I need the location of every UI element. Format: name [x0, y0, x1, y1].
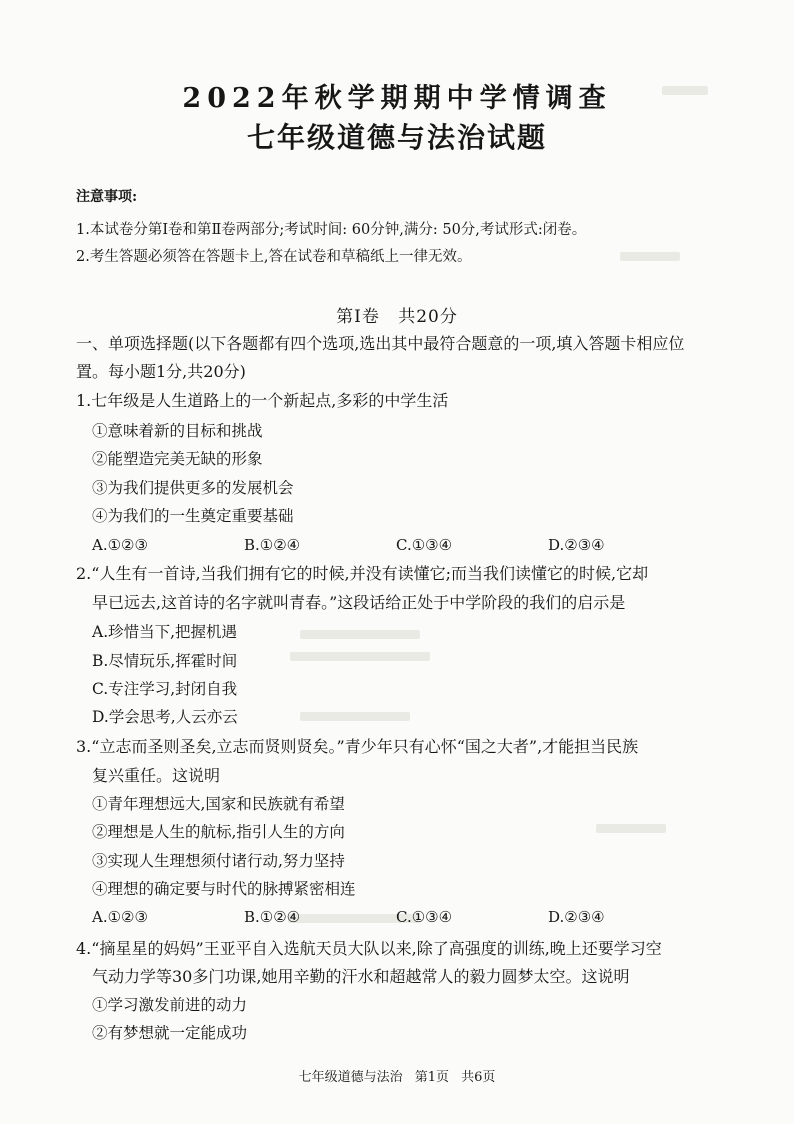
question-option: ④理想的确定要与时代的脉搏紧密相连	[92, 880, 356, 898]
section-instruction: 置。每小题1分,共20分)	[76, 362, 246, 381]
question-option: ②理想是人生的航标,指引人生的方向	[92, 823, 345, 841]
notice-heading: 注意事项:	[76, 189, 138, 205]
notice-item: 1.本试卷分第Ⅰ卷和第Ⅱ卷两部分;考试时间: 60分钟,满分: 50分,考试形式:闭卷。	[76, 222, 587, 238]
notice-item: 2.考生答题必须答在答题卡上,答在试卷和草稿纸上一律无效。	[76, 249, 472, 265]
question-option: ①青年理想远大,国家和民族就有希望	[92, 795, 345, 813]
choice-b: B.①②④	[244, 536, 301, 554]
bleed-through-mark	[300, 712, 410, 721]
exam-subtitle: 七年级道德与法治试题	[246, 121, 547, 154]
question-option: ③为我们提供更多的发展机会	[92, 479, 294, 497]
question-option: C.专注学习,封闭自我	[92, 680, 238, 698]
choice-c: C.①③④	[396, 908, 453, 926]
question-option: ②能塑造完美无缺的形象	[92, 450, 263, 468]
question-option: ②有梦想就一定能成功	[92, 1024, 248, 1042]
exam-title: 2022年秋学期期中学情调查	[182, 83, 612, 114]
choice-d: D.②③④	[548, 536, 605, 554]
bleed-through-mark	[596, 824, 666, 833]
choice-c: C.①③④	[396, 536, 453, 554]
section-instruction: 一、单项选择题(以下各题都有四个选项,选出其中最符合题意的一项,填入答题卡相应位	[76, 334, 685, 353]
footer-subject: 七年级道德与法治	[298, 1070, 403, 1085]
question-stem: 复兴重任。这说明	[92, 766, 221, 785]
question-stem: 4.“摘星星的妈妈”王亚平自入选航天员大队以来,除了高强度的训练,晚上还要学习空	[76, 939, 662, 958]
question-option: ①意味着新的目标和挑战	[92, 422, 263, 440]
question-stem: 早已远去,这首诗的名字就叫青春。”这段话给正处于中学阶段的我们的启示是	[92, 593, 626, 612]
question-option: A.珍惜当下,把握机遇	[92, 623, 238, 641]
section-heading	[0, 302, 794, 327]
section-score: 共20分	[398, 307, 458, 327]
question-option: B.尽情玩乐,挥霍时间	[92, 652, 238, 670]
question-option: ①学习激发前进的动力	[92, 996, 248, 1014]
footer-total-pages: 共6页	[461, 1070, 496, 1085]
bleed-through-mark	[290, 652, 430, 661]
question-stem: 3.“立志而圣则圣矣,立志而贤则贤矣。”青少年只有心怀“国之大者”,才能担当民族	[76, 737, 639, 756]
bleed-through-mark	[620, 252, 680, 261]
page-footer	[0, 1066, 794, 1085]
question-stem: 2.“人生有一首诗,当我们拥有它的时候,并没有读懂它;而当我们读懂它的时候,它却	[76, 564, 649, 583]
choice-d: D.②③④	[548, 908, 605, 926]
footer-page-number: 第1页	[414, 1070, 449, 1085]
choice-a: A.①②③	[92, 908, 148, 926]
question-option: ③实现人生理想须付诸行动,努力坚持	[92, 852, 345, 870]
bleed-through-mark	[300, 630, 420, 639]
choice-a: A.①②③	[92, 536, 148, 554]
question-stem: 气动力学等30多门功课,她用辛勤的汗水和超越常人的毅力圆梦太空。这说明	[92, 967, 630, 986]
question-option: ④为我们的一生奠定重要基础	[92, 507, 294, 525]
question-option: D.学会思考,人云亦云	[92, 708, 238, 726]
section-title: 第Ⅰ卷	[336, 307, 380, 327]
question-stem: 1.七年级是人生道路上的一个新起点,多彩的中学生活	[76, 391, 449, 410]
choice-b: B.①②④	[244, 908, 301, 926]
